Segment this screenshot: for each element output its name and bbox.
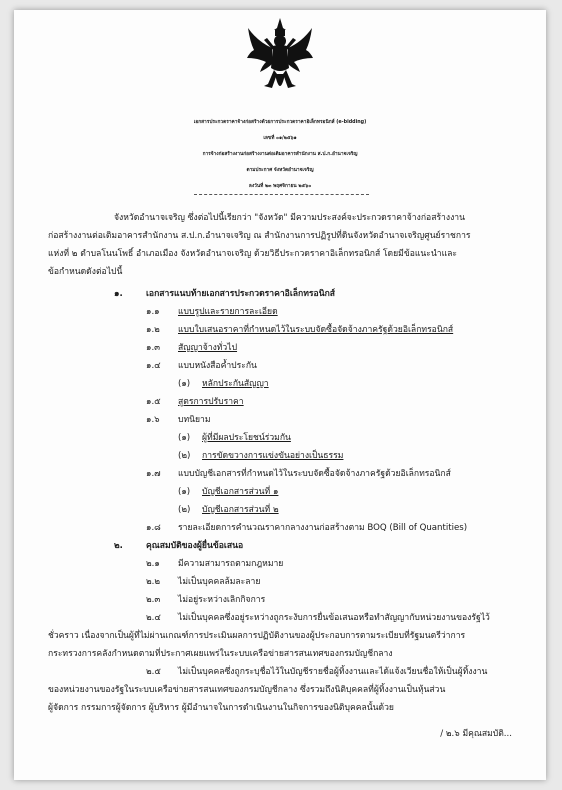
item-text-continued: ชั่วคราว เนื่องจากเป็นผู้ที่ไม่ผ่านเกณฑ์การประเมินผลการปฏิบัติงานของผู้ประกอบการตามระเบียบที่รัฐมนตรีว่าการ [48,631,466,641]
intro-line: จังหวัดอำนาจเจริญ ซึ่งต่อไปนี้เรียกว่า "จังหวัด" มีความประสงค์จะประกวดราคาจ้างก่อสร้างงาน [114,213,465,223]
item-number: ๑.๘ [146,523,161,533]
intro-line: ก่อสร้างงานต่อเติมอาคารสำนักงาน ส.ป.ก.อำนาจเจริญ ณ สำนักงานการปฏิรูปที่ดินจังหวัดอำนาจเจริญศูนย์ราชการ [48,231,471,241]
item-number: ๒.๓ [146,595,161,605]
item-text: ไม่เป็นบุคคลซึ่งอยู่ระหว่างถูกระงับการยื่นข้อเสนอหรือทำสัญญากับหน่วยงานของรัฐไว้ [178,613,490,623]
subitem-number: (๑) [178,487,191,497]
item-number: ๒.๑ [146,559,160,569]
item-number: ๑.๖ [146,415,160,425]
item-text: ไม่เป็นบุคคลล้มละลาย [178,577,261,587]
attachment-link[interactable]: บัญชีเอกสารส่วนที่ ๑ [202,487,279,497]
garuda-emblem [244,16,316,100]
item-number: ๑.๓ [146,343,161,353]
item-text: แบบบัญชีเอกสารที่กำหนดไว้ในระบบจัดซื้อจัดจ้างภาครัฐด้วยอิเล็กทรอนิกส์ [178,469,451,479]
section-number: ๒. [114,541,123,551]
item-number: ๑.๒ [146,325,160,335]
attachment-link[interactable]: บัญชีเอกสารส่วนที่ ๒ [202,505,279,515]
attachment-link[interactable]: สัญญาจ้างทั่วไป [178,343,238,353]
announcement-date: ลงวันที่ ๒๓ พฤศจิกายน ๒๕๖๐ [248,184,312,189]
attachment-link[interactable]: สูตรการปรับราคา [178,397,244,407]
intro-line: ข้อกำหนดดังต่อไปนี้ [48,267,123,277]
item-number: ๑.๗ [146,469,161,479]
subitem-number: (๑) [178,433,191,443]
item-number: ๑.๔ [146,361,161,371]
header-divider [194,194,369,195]
continuation-marker: / ๒.๖ มีคุณสมบัติ... [440,729,512,739]
document-page [14,10,546,780]
item-number: ๑.๕ [146,397,161,407]
item-text: แบบหนังสือค้ำประกัน [178,361,257,371]
subitem-number: (๑) [178,379,191,389]
item-text: บทนิยาม [178,415,211,425]
item-number: ๒.๕ [146,667,161,677]
attachment-link[interactable]: ผู้ที่มีผลประโยชน์ร่วมกัน [202,433,291,443]
item-text: มีความสามารถตามกฎหมาย [178,559,284,569]
attachment-link[interactable]: แบบรูปและรายการละเอียด [178,307,278,317]
attachment-link[interactable]: หลักประกันสัญญา [202,379,269,389]
item-text-continued: ของหน่วยงานของรัฐในระบบเครือข่ายสารสนเทศของกรมบัญชีกลาง ซึ่งรวมถึงนิติบุคคลที่ผู้ทิ้งงานเป็นหุ้นส่วน [48,685,446,695]
item-text-continued: กระทรวงการคลังกำหนดตามที่ประกาศเผยแพร่ในระบบเครือข่ายสารสนเทศของกรมบัญชีกลาง [48,649,393,659]
intro-line: แห่งที่ ๒ ตำบลโนนโพธิ์ อำเภอเมือง จังหวัดอำนาจเจริญ ด้วยวิธีประกวดราคาอิเล็กทรอนิกส์ โดยมีข้อแนะนำและ [48,249,458,259]
section-title: คุณสมบัติของผู้ยื่นข้อเสนอ [146,541,244,551]
item-number: ๑.๑ [146,307,160,317]
document-title: เอกสารประกวดราคาจ้างก่อสร้างด้วยการประกวดราคาอิเล็กทรอนิกส์ (e-bidding) [193,120,367,125]
document-number: เลขที่ ๐๑/๒๕๖๑ [263,136,297,141]
subitem-number: (๒) [178,505,191,515]
item-text-continued: ผู้จัดการ กรรมการผู้จัดการ ผู้บริหาร ผู้มีอำนาจในการดำเนินงานในกิจการของนิติบุคคลนั้นด้วย [48,703,394,713]
section-number: ๑. [114,289,123,299]
item-number: ๒.๒ [146,577,161,587]
subitem-number: (๒) [178,451,191,461]
item-text: ไม่เป็นบุคคลซึ่งถูกระบุชื่อไว้ในบัญชีรายชื่อผู้ทิ้งงานและได้แจ้งเวียนชื่อให้เป็นผู้ทิ้งงาน [178,667,488,677]
item-text: รายละเอียดการคำนวณราคากลางงานก่อสร้างตาม BOQ (Bill of Quantities) [178,523,468,533]
item-number: ๒.๔ [146,613,161,623]
announcement-ref: ตามประกาศ จังหวัดอำนาจเจริญ [246,168,314,173]
document-subject: การจ้างก่อสร้างงานก่อสร้างงานต่อเติมอาคารสำนักงาน ส.ป.ก.อำนาจเจริญ [202,152,358,157]
attachment-link[interactable]: แบบใบเสนอราคาที่กำหนดไว้ในระบบจัดซื้อจัดจ้างภาครัฐด้วยอิเล็กทรอนิกส์ [178,325,454,335]
attachment-link[interactable]: การขัดขวางการแข่งขันอย่างเป็นธรรม [202,451,344,461]
section-title: เอกสารแนบท้ายเอกสารประกวดราคาอิเล็กทรอนิกส์ [146,289,336,299]
item-text: ไม่อยู่ระหว่างเลิกกิจการ [178,595,266,605]
